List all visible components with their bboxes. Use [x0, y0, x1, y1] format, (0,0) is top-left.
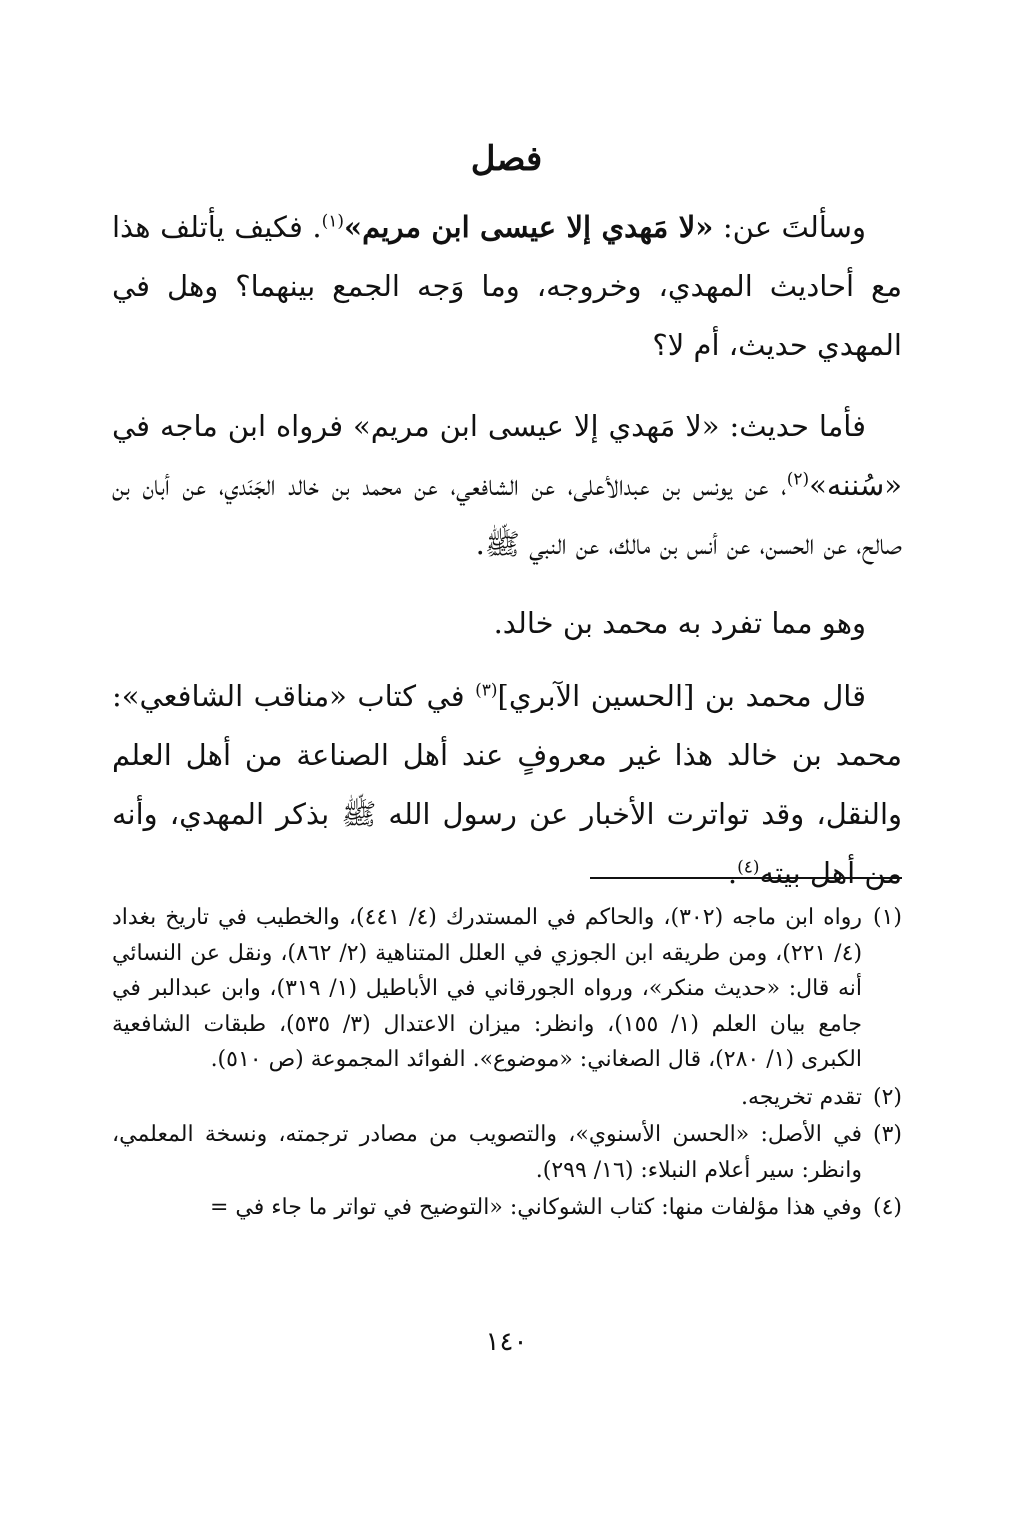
paragraph-text: في كتاب «مناقب الشافعي»: محمد بن خالد هذا غير معروفٍ عند أهل الصناعة من أهل العلم والنقل، وقد تواترت الأخبار عن رسول الله ﷺ بذكر المهدي، وأنه من أهل بيته	[112, 679, 902, 890]
footnote-item	[112, 1190, 902, 1226]
footnote-number: (٢)	[872, 1084, 902, 1110]
footnote-text: رواه ابن ماجه (٣٠٢)، والحاكم في المستدرك (٤/ ٤٤١)، والخطيب في تاريخ بغداد (٤/ ٢٢١)، ومن طريقه ابن الجوزي في العلل المتناهية (٢/ ٨٦٢)، ونقل عن النسائي أنه قال: «حديث منكر»، ورواه الجورقاني في الأباطيل (١/ ٣١٩)، وابن عبدالبر في جامع بيان العلم (١/ ١٥٥)، وانظر: ميزان الاعتدال (٣/ ٥٣٥)، طبقات الشافعية الكبرى (١/ ٢٨٠)، قال الصغاني: «موضوع». الفوائد المجموعة (ص ٥١٠).	[112, 905, 863, 1072]
footnote-item	[112, 1117, 902, 1188]
footnote-text: تقدم تخريجه.	[741, 1084, 862, 1110]
section-title: فصل	[470, 139, 543, 179]
paragraph-abri-quote	[112, 667, 902, 903]
footnote-ref: (٤)	[737, 857, 760, 878]
footnote-ref: (١)	[321, 211, 344, 232]
page-number: ١٤٠	[485, 1327, 528, 1357]
footnote-separator	[590, 877, 902, 879]
paragraph-hadith-source	[112, 397, 902, 574]
paragraph-question	[112, 198, 902, 375]
footnote-ref: (٢)	[786, 469, 810, 490]
paragraph-text: .	[727, 856, 738, 890]
footnote-number: (٣)	[872, 1122, 902, 1147]
footnote-text: وفي هذا مؤلفات منها: كتاب الشوكاني: «التوضيح في تواتر ما جاء في =	[209, 1195, 862, 1220]
quoted-hadith: «لا مَهدي إلا عيسى ابن مريم»	[344, 210, 714, 244]
footnote-item	[112, 1080, 902, 1116]
footnote-ref: (٣)	[475, 680, 498, 701]
footnote-number: (١)	[872, 905, 902, 930]
footnote-text: في الأصل: «الحسن الأسنوي»، والتصويب من مصادر ترجمته، ونسخة المعلمي، وانظر: سير أعلام النبلاء: (١٦/ ٢٩٩).	[112, 1122, 862, 1183]
paragraph-text: وسألتَ عن:	[713, 210, 866, 244]
footnote-number: (٤)	[872, 1195, 902, 1220]
paragraph-single-narrator	[112, 594, 902, 653]
paragraph-text: وهو مما تفرد به محمد بن خالد.	[493, 606, 866, 640]
main-text	[112, 198, 902, 923]
paragraph-text: قال محمد بن [الحسين الآبري]	[497, 679, 866, 713]
footnotes-list	[112, 900, 902, 1228]
paragraph-text: ، عن يونس بن عبدالأعلى، عن الشافعي، عن محمد بن خالد الجَنَدي، عن أبان بن صالح، عن الحسن، عن أنس بن مالك، عن النبي ﷺ.	[112, 468, 902, 561]
paragraph-text: . فكيف يأتلف هذا مع أحاديث المهدي، وخروجه، وما وَجه الجمع بينهما؟ وهل في المهدي حديث، أم لا؟	[112, 210, 902, 362]
footnote-item	[112, 900, 902, 1078]
paragraph-text: فأما حديث: «لا مَهدي إلا عيسى ابن مريم» فرواه ابن ماجه في «سُننه»	[112, 409, 902, 502]
